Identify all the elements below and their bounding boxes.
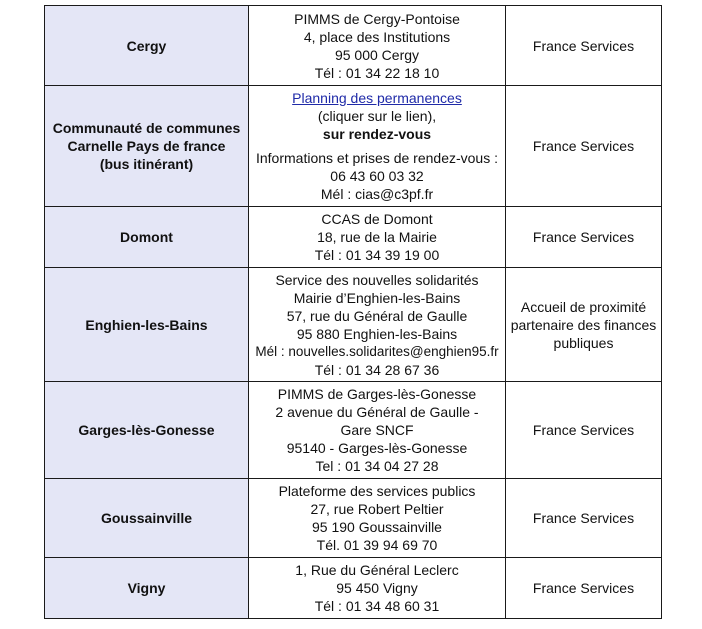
address-line: 1, Rue du Général Leclerc bbox=[295, 562, 459, 578]
place-cell: Communauté de communes Carnelle Pays de france (bus itinérant) bbox=[45, 86, 249, 207]
address-line: 18, rue de la Mairie bbox=[317, 229, 437, 245]
service-type-cell: France Services bbox=[506, 558, 662, 619]
appointment-note: sur rendez-vous bbox=[322, 126, 432, 142]
address-line: Mél : cias@c3pf.fr bbox=[320, 186, 434, 202]
address-line: Mairie d’Enghien-les-Bains bbox=[293, 289, 461, 306]
address-line: 95 880 Enghien-les-Bains bbox=[296, 325, 458, 342]
service-type-cell: Accueil de proximité partenaire des finances publiques bbox=[506, 268, 662, 382]
place-cell: Goussainville bbox=[45, 479, 249, 558]
address-cell bbox=[249, 382, 506, 479]
address-cell bbox=[249, 6, 506, 86]
table-row bbox=[45, 86, 662, 207]
address-line: Tél : 01 34 39 19 00 bbox=[314, 247, 440, 263]
address-line: Tel : 01 34 04 27 28 bbox=[315, 458, 439, 474]
address-line: 95 000 Cergy bbox=[334, 46, 420, 63]
service-type-cell: France Services bbox=[506, 207, 662, 268]
address-line: 27, rue Robert Peltier bbox=[310, 501, 444, 517]
service-type-cell: France Services bbox=[506, 86, 662, 207]
address-line: PIMMS de Garges-lès-Gonesse bbox=[277, 386, 477, 402]
address-line: Informations et prises de rendez-vous : bbox=[255, 150, 498, 166]
address-line: 95 450 Vigny bbox=[336, 580, 418, 596]
address-line: 4, place des Institutions bbox=[303, 28, 451, 45]
planning-link[interactable]: Planning des permanences bbox=[292, 90, 462, 106]
place-cell: Domont bbox=[45, 207, 249, 268]
place-cell: Cergy bbox=[45, 6, 249, 86]
place-cell: Vigny bbox=[45, 558, 249, 619]
table-row bbox=[45, 558, 662, 619]
service-type-cell: France Services bbox=[506, 479, 662, 558]
address-line: 95140 - Garges-lès-Gonesse bbox=[286, 440, 468, 456]
address-line: Mél : nouvelles.solidarites@enghien95.fr bbox=[255, 343, 499, 359]
place-cell: Garges-lès-Gonesse bbox=[45, 382, 249, 479]
place-cell: Enghien-les-Bains bbox=[45, 268, 249, 382]
address-line: Tél : 01 34 28 67 36 bbox=[314, 361, 440, 378]
address-line: Service des nouvelles solidarités bbox=[275, 271, 479, 288]
table-row bbox=[45, 382, 662, 479]
services-table bbox=[44, 5, 662, 619]
address-line: 2 avenue du Général de Gaulle - bbox=[275, 404, 479, 420]
address-line: Tél : 01 34 22 18 10 bbox=[314, 64, 440, 81]
table-row bbox=[45, 6, 662, 86]
address-line: 06 43 60 03 32 bbox=[330, 168, 424, 184]
address-line: PIMMS de Cergy-Pontoise bbox=[294, 10, 460, 27]
table-row bbox=[45, 479, 662, 558]
address-line: (cliquer sur le lien), bbox=[317, 108, 437, 124]
address-line: Gare SNCF bbox=[340, 422, 414, 438]
table-row bbox=[45, 268, 662, 382]
service-type-cell: France Services bbox=[506, 382, 662, 479]
address-line: Tél : 01 34 48 60 31 bbox=[314, 598, 440, 614]
address-line: Tél. 01 39 94 69 70 bbox=[316, 537, 438, 553]
address-cell bbox=[249, 86, 506, 207]
address-line: 57, rue du Général de Gaulle bbox=[286, 307, 468, 324]
address-line: CCAS de Domont bbox=[321, 211, 433, 227]
address-line: Plateforme des services publics bbox=[278, 483, 476, 499]
address-cell bbox=[249, 268, 506, 382]
address-line: 95 190 Goussainville bbox=[312, 519, 442, 535]
address-cell bbox=[249, 207, 506, 268]
address-cell bbox=[249, 558, 506, 619]
address-cell bbox=[249, 479, 506, 558]
service-type-cell: France Services bbox=[506, 6, 662, 86]
table-row bbox=[45, 207, 662, 268]
